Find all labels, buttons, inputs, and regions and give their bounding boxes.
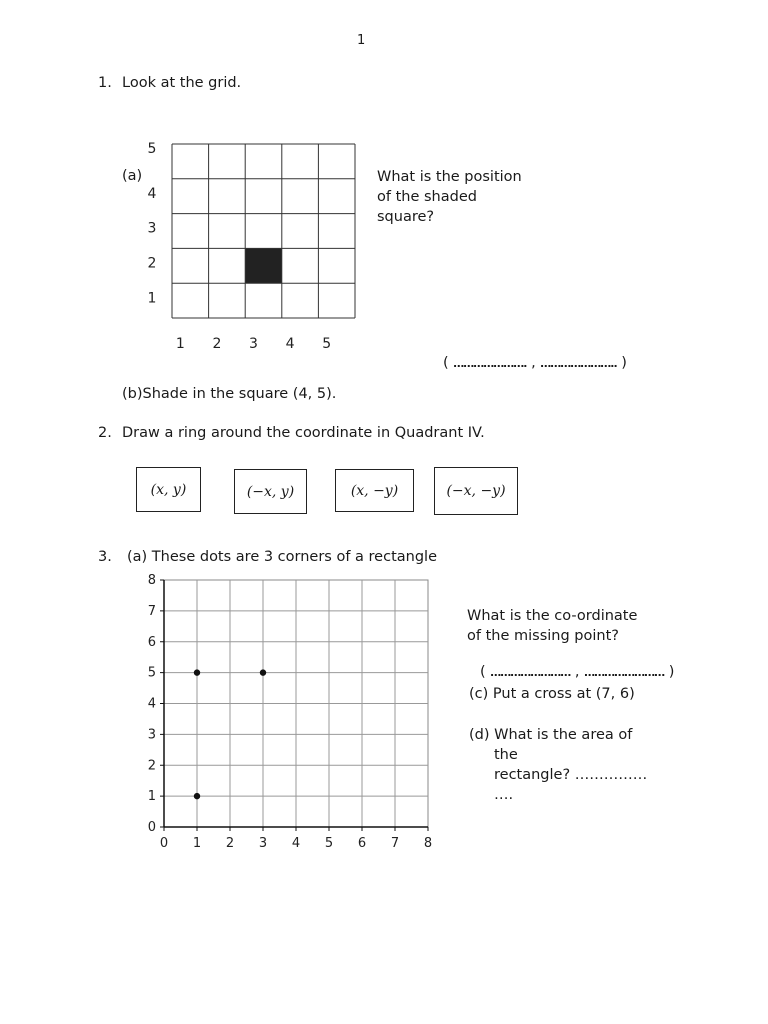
q3-part-a: (a) These dots are 3 corners of a rectangle <box>127 549 437 565</box>
answer-blank-y[interactable]: …………………… <box>584 666 665 679</box>
x-tick-label: 6 <box>357 836 367 851</box>
q1-question-line: of the shaded <box>377 189 477 205</box>
q3-chart[interactable] <box>138 570 438 855</box>
x-tick-label: 4 <box>291 836 301 851</box>
q3-part-d <box>469 725 647 805</box>
y-tick-label: 1 <box>147 789 156 805</box>
q3-part-d-line: the <box>494 747 518 763</box>
data-point <box>260 669 266 675</box>
q1-part-b-text: Shade in the square (4, 5). <box>142 386 337 402</box>
y-tick-label: 0 <box>147 820 156 835</box>
q3-question-line: What is the co-ordinate <box>467 608 638 624</box>
x-tick-label: 5 <box>324 836 334 851</box>
q1-part-b-label: (b) <box>122 386 143 402</box>
q1-prompt: Look at the grid. <box>122 75 242 91</box>
q3-number: 3. <box>98 549 112 565</box>
q1-number: 1. <box>98 75 112 91</box>
q1-part-a-question <box>377 167 522 227</box>
q2-prompt: Draw a ring around the coordinate in Quadrant IV. <box>122 425 485 441</box>
q3-question <box>467 606 637 646</box>
x-axis-label: 4 <box>285 336 295 350</box>
q2-number: 2. <box>98 425 112 441</box>
y-axis-label: 3 <box>147 220 157 237</box>
y-tick-label: 2 <box>147 758 156 774</box>
q3-question-line: of the missing point? <box>467 628 619 644</box>
q1-question-line: What is the position <box>377 169 522 185</box>
y-tick-label: 7 <box>147 603 156 619</box>
page-number: 1 <box>357 33 366 48</box>
x-tick-label: 8 <box>423 836 433 851</box>
q3-part-d-line: rectangle? …………… <box>494 767 648 783</box>
x-axis-label: 5 <box>322 336 332 350</box>
bracket-close: ) <box>621 355 627 371</box>
shaded-square <box>245 248 282 283</box>
x-tick-label: 3 <box>258 836 268 851</box>
q1-question-line: square? <box>377 209 435 225</box>
y-axis-label: 5 <box>147 141 157 158</box>
y-tick-label: 3 <box>147 727 156 743</box>
q1-part-a-label: (a) <box>122 168 143 184</box>
q1-part-b <box>122 386 336 402</box>
q2-option-4[interactable]: (−x, −y) <box>434 467 518 515</box>
answer-comma: , <box>531 355 536 371</box>
q3-part-d-line: (d) What is the area of <box>469 727 633 743</box>
y-tick-label: 8 <box>147 573 156 588</box>
bracket-open: ( <box>443 355 449 371</box>
bracket-open: ( <box>480 664 486 680</box>
y-tick-label: 4 <box>147 696 156 712</box>
x-tick-label: 7 <box>390 836 400 851</box>
y-tick-label: 5 <box>147 665 156 681</box>
q3-part-d-line: …. <box>494 787 514 803</box>
x-axis-label: 1 <box>175 336 185 350</box>
answer-blank-x[interactable]: …………………. <box>453 357 527 370</box>
x-tick-label: 2 <box>225 836 235 851</box>
y-axis-label: 2 <box>147 255 157 272</box>
y-axis-label: 1 <box>147 290 157 307</box>
x-tick-label: 1 <box>192 836 202 851</box>
answer-comma: , <box>574 664 580 680</box>
q2-option-2[interactable]: (−x, y) <box>234 469 307 514</box>
x-axis-label: 2 <box>212 336 222 350</box>
y-axis-label: 4 <box>147 185 157 202</box>
q2-option-3[interactable]: (x, −y) <box>335 469 414 512</box>
bracket-close: ) <box>668 664 675 680</box>
q1-grid[interactable] <box>140 140 370 350</box>
q2-option-1[interactable]: (x, y) <box>136 467 201 512</box>
q3-part-c: (c) Put a cross at (7, 6) <box>469 686 635 702</box>
answer-blank-y[interactable]: ………………….. <box>540 357 617 370</box>
data-point <box>194 669 200 675</box>
x-axis-label: 3 <box>249 336 258 350</box>
y-tick-label: 6 <box>147 634 156 650</box>
q3-answer <box>480 664 674 680</box>
answer-blank-x[interactable]: …………………… <box>490 666 571 679</box>
data-point <box>194 793 200 799</box>
q1-answer <box>443 355 627 371</box>
x-tick-label: 0 <box>159 836 169 851</box>
